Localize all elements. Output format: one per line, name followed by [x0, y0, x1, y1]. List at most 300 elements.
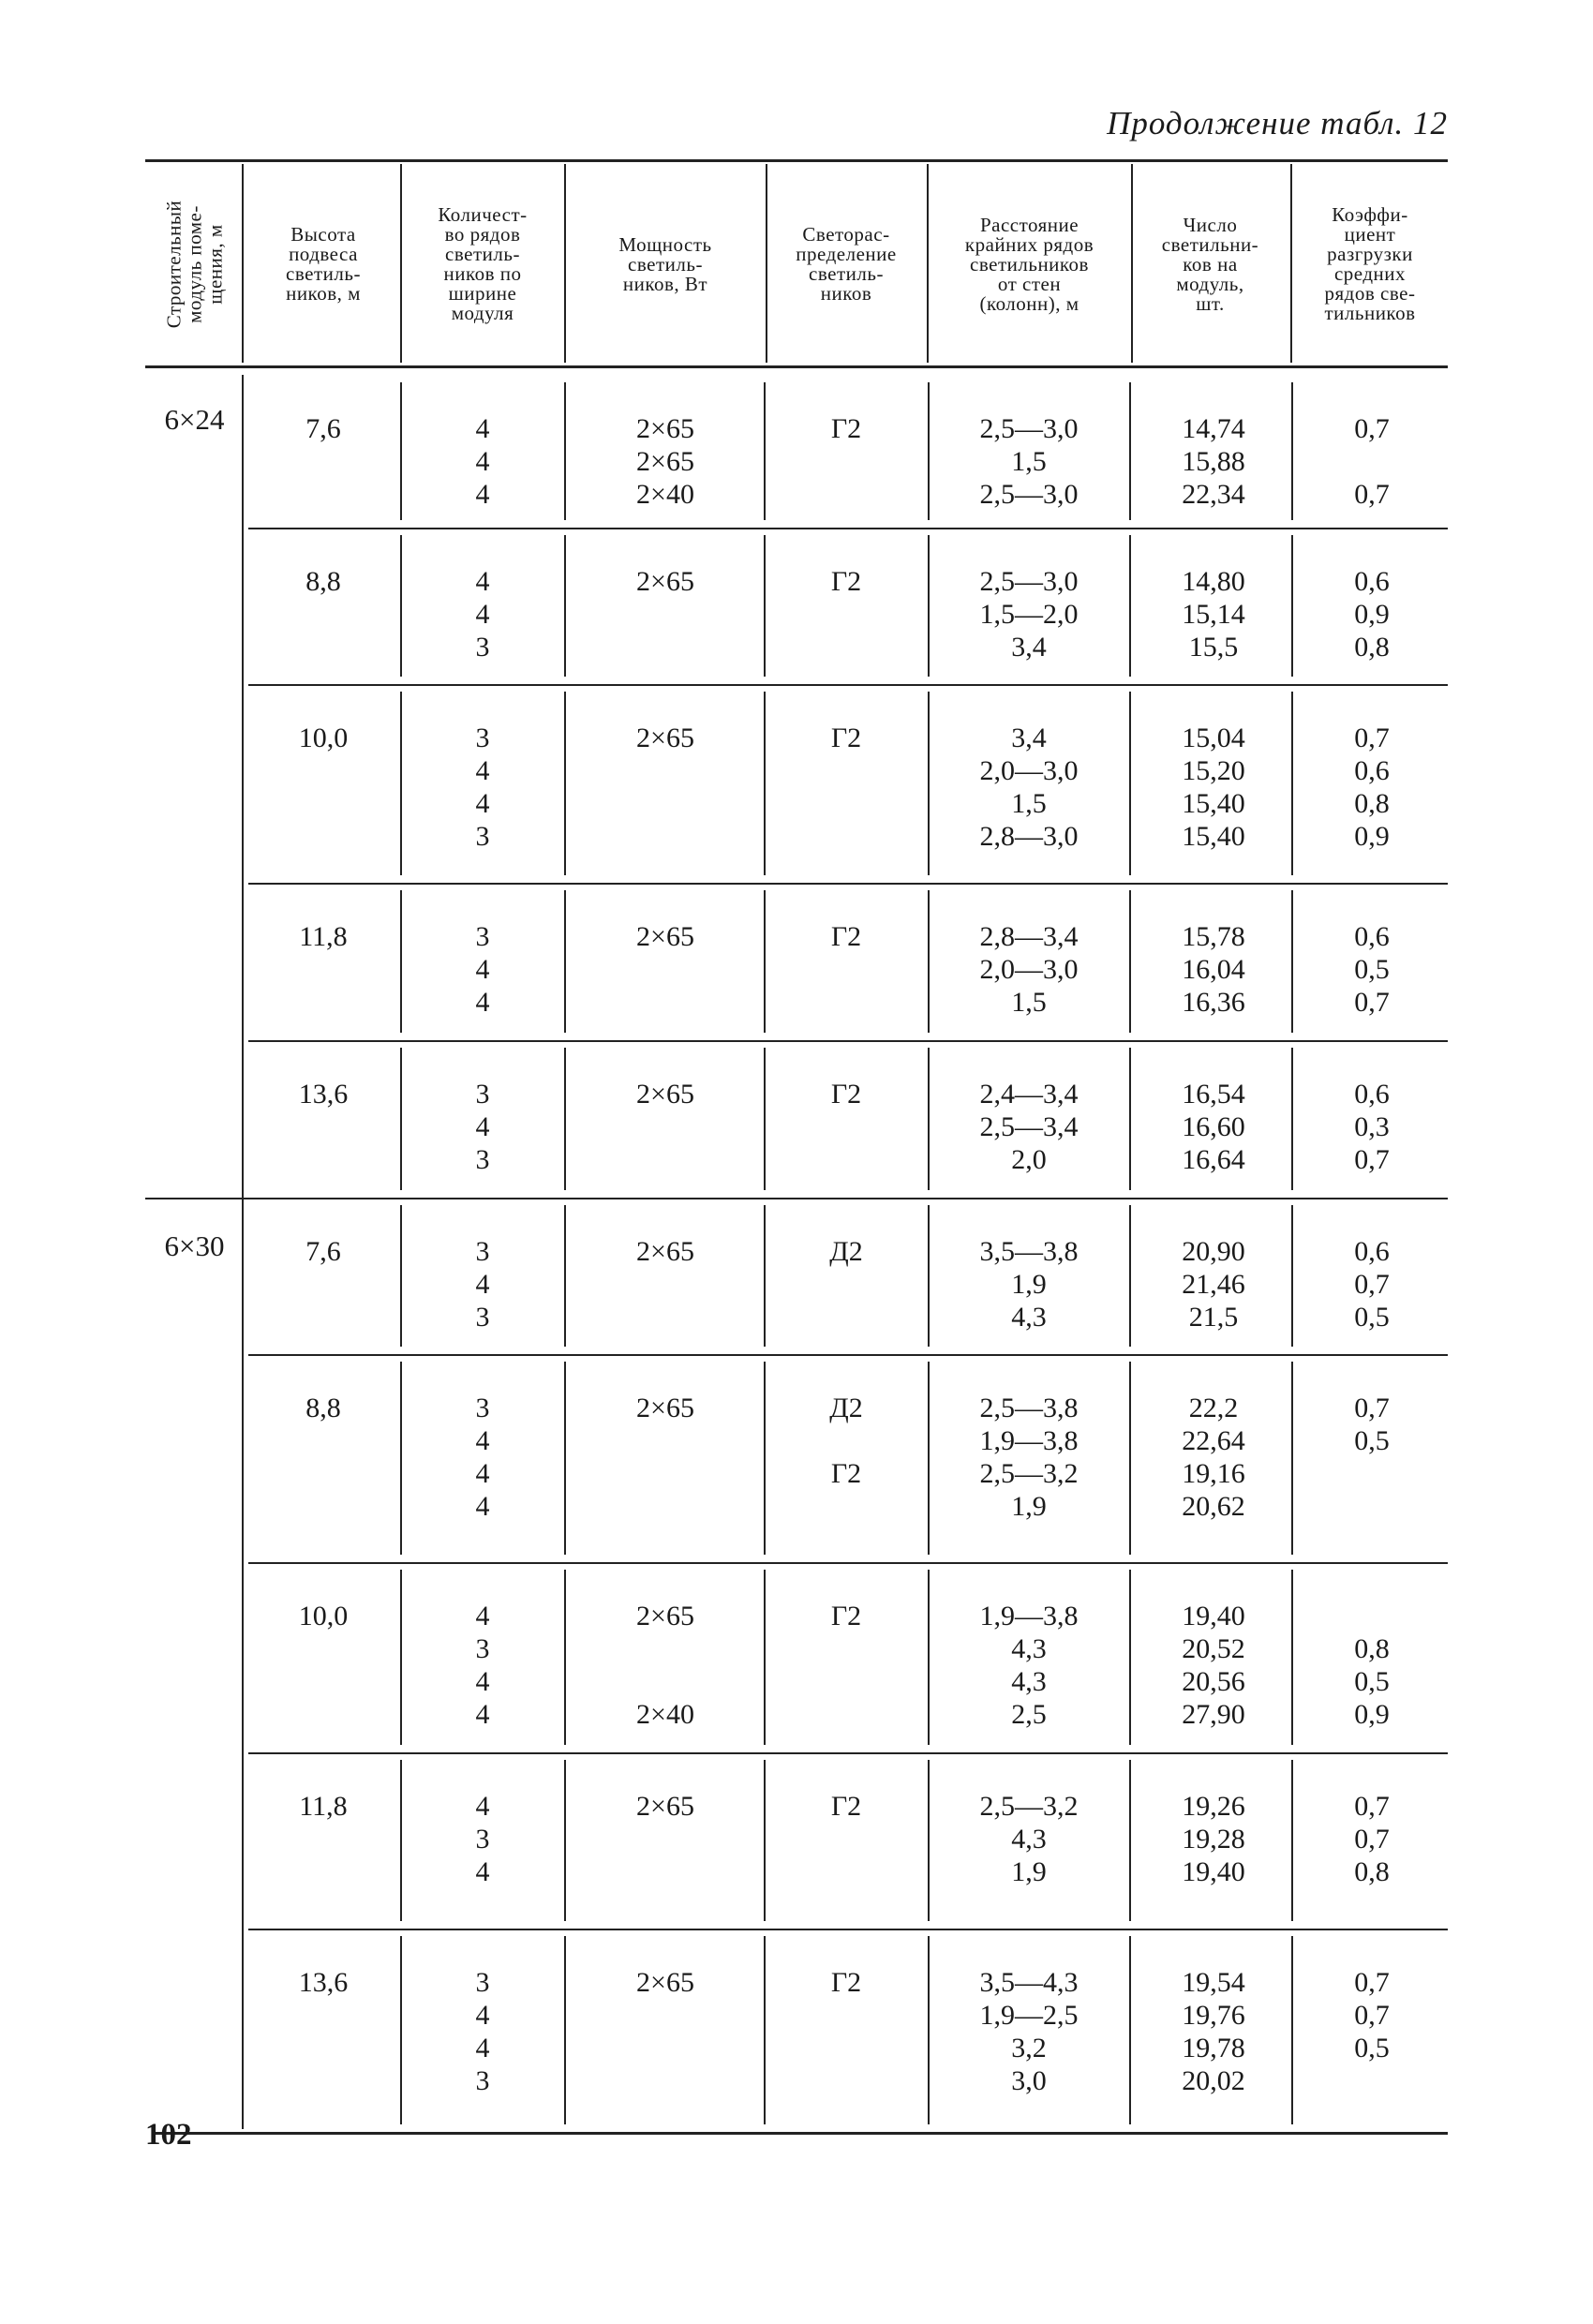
- cell-power: [567, 412, 764, 511]
- cell-value: 3,5—4,3: [979, 1967, 1079, 1998]
- table-group: [248, 883, 1448, 1040]
- cell-value: 27,90: [1182, 1699, 1245, 1730]
- column-divider: [928, 1048, 930, 1190]
- cell-value: [767, 1490, 926, 1523]
- cell-value: 4,3: [1011, 1302, 1047, 1333]
- cell-value: [567, 1665, 764, 1698]
- cell-height: [248, 1790, 398, 1823]
- cell-value: 1,9—3,8: [979, 1601, 1079, 1631]
- cell-value: 0,7: [1354, 1144, 1390, 1175]
- cell-count: [1134, 412, 1293, 511]
- group-rule: [248, 1040, 1448, 1042]
- cell-value: 2×40: [636, 479, 694, 510]
- cell-value: 0,7: [1354, 413, 1390, 444]
- column-divider: [928, 890, 930, 1033]
- cell-value: [567, 953, 764, 986]
- cell-value: 3: [475, 1079, 490, 1110]
- group-rule: [145, 1198, 1448, 1199]
- cell-count: [1134, 1966, 1293, 2097]
- cell-value: 1,9: [1011, 1491, 1047, 1522]
- header-distance: Расстояние крайних рядов светильников от стен (колонн), м: [964, 213, 1094, 315]
- cell-value: [567, 2032, 764, 2064]
- cell-power: [567, 565, 764, 663]
- cell-value: Д2: [829, 1393, 863, 1423]
- cell-value: 4: [475, 954, 490, 985]
- cell-dist: [767, 565, 926, 663]
- cell-value: 19,16: [1182, 1458, 1245, 1489]
- cell-value: 15,14: [1182, 599, 1245, 630]
- cell-coef: [1296, 1078, 1448, 1176]
- column-divider: [928, 1570, 930, 1745]
- cell-value: 20,52: [1182, 1633, 1245, 1664]
- header-divider: [242, 164, 244, 363]
- cell-value: [567, 1424, 764, 1457]
- cell-value: 15,20: [1182, 755, 1245, 786]
- cell-count: [1134, 1235, 1293, 1333]
- header-module: Строительный модуль поме- щения, м: [162, 200, 227, 329]
- cell-coef: [1296, 565, 1448, 663]
- cell-value: 3: [475, 1967, 490, 1998]
- cell-value: [567, 631, 764, 663]
- cell-value: Г2: [830, 1458, 862, 1489]
- cell-value: [767, 1301, 926, 1333]
- cell-value: 0,5: [1354, 1666, 1390, 1697]
- cell-value: [767, 1999, 926, 2032]
- cell-rows: [403, 1235, 562, 1333]
- cell-rows: [403, 1600, 562, 1731]
- cell-value: 0,9: [1354, 821, 1390, 852]
- cell-value: 4: [475, 1269, 490, 1300]
- cell-value: 4: [475, 2033, 490, 2063]
- column-divider: [564, 1362, 566, 1555]
- column-divider: [928, 382, 930, 520]
- cell-value: 2×65: [636, 413, 694, 444]
- column-divider: [564, 692, 566, 875]
- cell-value: 1,5: [1011, 788, 1047, 819]
- cell-value: [567, 2064, 764, 2097]
- cell-value: [767, 631, 926, 663]
- column-divider: [764, 1048, 766, 1190]
- cell-value: [767, 598, 926, 631]
- cell-rows: [403, 1966, 562, 2097]
- cell-value: 19,54: [1182, 1967, 1245, 1998]
- cell-value: 2×65: [636, 1967, 694, 1998]
- cell-count: [1134, 1078, 1293, 1176]
- cell-value: Г2: [830, 1791, 862, 1822]
- cell-value: 2,5—3,0: [979, 479, 1079, 510]
- cell-distance: [930, 1790, 1127, 1888]
- column-divider: [928, 1362, 930, 1555]
- cell-value: 4: [475, 1425, 490, 1456]
- column-divider: [400, 1570, 402, 1745]
- cell-value: Г2: [830, 413, 862, 444]
- header-count: Число светильни- ков на модуль, шт.: [1161, 213, 1259, 315]
- cell-value: [567, 1110, 764, 1143]
- cell-value: 3: [475, 1633, 490, 1664]
- group-rule: [248, 1354, 1448, 1356]
- column-divider: [764, 692, 766, 875]
- header-distribution: Светорас- пределение светиль- ников: [796, 223, 897, 305]
- cell-value: 4: [475, 987, 490, 1018]
- top-rule: [145, 159, 1448, 162]
- cell-value: 4: [475, 479, 490, 510]
- cell-value: 0,7: [1354, 1269, 1390, 1300]
- cell-value: 4: [475, 446, 490, 477]
- cell-value: [567, 1143, 764, 1176]
- table-group: [248, 1198, 1448, 1354]
- cell-dist: [767, 412, 926, 511]
- cell-value: 2,5—3,0: [979, 413, 1079, 444]
- cell-coef: [1296, 412, 1448, 511]
- cell-value: 3: [475, 921, 490, 952]
- cell-coef: [1296, 1235, 1448, 1333]
- table-group: [248, 1040, 1448, 1198]
- cell-value: 3,4: [1011, 632, 1047, 663]
- cell-value: 4: [475, 1111, 490, 1142]
- cell-value: [767, 1665, 926, 1698]
- cell-value: [767, 445, 926, 478]
- cell-value: 4,3: [1011, 1666, 1047, 1697]
- cell-value: 2,0—3,0: [979, 954, 1079, 985]
- cell-coef: [1296, 722, 1448, 853]
- cell-rows: [403, 722, 562, 853]
- cell-value: [767, 1698, 926, 1731]
- column-divider: [400, 890, 402, 1033]
- cell-height: [248, 722, 398, 754]
- cell-value: 0,8: [1354, 1856, 1390, 1887]
- cell-value: 3: [475, 1302, 490, 1333]
- cell-distance: [930, 1392, 1127, 1523]
- cell-value: 19,76: [1182, 2000, 1245, 2031]
- cell-distance: [930, 722, 1127, 853]
- cell-value: 16,36: [1182, 987, 1245, 1018]
- column-divider: [400, 1936, 402, 2124]
- cell-value: 0,6: [1354, 921, 1390, 952]
- cell-value: 3: [475, 2065, 490, 2096]
- cell-value: [567, 820, 764, 853]
- cell-value: 3: [475, 821, 490, 852]
- module-6x24: 6×24: [164, 403, 225, 436]
- cell-coef: [1296, 1966, 1448, 2097]
- cell-value: [767, 754, 926, 787]
- cell-value: 0,9: [1354, 1699, 1390, 1730]
- cell-value: 2×65: [636, 1601, 694, 1631]
- cell-value: [767, 986, 926, 1019]
- cell-coef: [1296, 1392, 1448, 1523]
- table-group: [248, 684, 1448, 883]
- cell-value: 3: [475, 632, 490, 663]
- cell-power: [567, 1392, 764, 1523]
- table-group: [248, 1354, 1448, 1562]
- cell-value: 3: [475, 723, 490, 753]
- group-rule: [248, 1562, 1448, 1564]
- cell-value: 22,64: [1182, 1425, 1245, 1456]
- module-6x30: 6×30: [164, 1229, 225, 1262]
- column-divider: [564, 1570, 566, 1745]
- cell-value: 1,5: [1011, 446, 1047, 477]
- cell-height: [248, 1235, 398, 1268]
- column-divider: [400, 692, 402, 875]
- cell-height: [248, 1392, 398, 1424]
- cell-value: 15,88: [1182, 446, 1245, 477]
- cell-value: [767, 787, 926, 820]
- cell-value: [567, 1823, 764, 1855]
- cell-value: [567, 1632, 764, 1665]
- cell-value: 0,7: [1354, 1393, 1390, 1423]
- cell-value: 2,5—3,2: [979, 1458, 1079, 1489]
- cell-value: 0,6: [1354, 566, 1390, 597]
- cell-value: 4: [475, 413, 490, 444]
- column-divider: [400, 535, 402, 677]
- cell-distance: [930, 920, 1127, 1019]
- cell-value: 22,34: [1182, 479, 1245, 510]
- cell-value: Г2: [830, 1967, 862, 1998]
- cell-value: Г2: [830, 723, 862, 753]
- cell-value: 19,26: [1182, 1791, 1245, 1822]
- cell-value: 2×65: [636, 1393, 694, 1423]
- cell-count: [1134, 1790, 1293, 1888]
- cell-value: 1,5: [1011, 987, 1047, 1018]
- cell-value: 0,7: [1354, 1967, 1390, 1998]
- cell-value: 3,2: [1011, 2033, 1047, 2063]
- column-divider: [564, 535, 566, 677]
- column-divider: [764, 1570, 766, 1745]
- cell-value: 2×65: [636, 921, 694, 952]
- group-rule: [248, 528, 1448, 529]
- column-divider: [1129, 535, 1131, 677]
- cell-value: 2,5—3,0: [979, 566, 1079, 597]
- cell-value: 2,5—3,8: [979, 1393, 1079, 1423]
- cell-value: 19,28: [1182, 1824, 1245, 1855]
- cell-value: 15,78: [1182, 921, 1245, 952]
- cell-dist: [767, 1600, 926, 1731]
- cell-value: 4: [475, 1601, 490, 1631]
- cell-power: [567, 1790, 764, 1888]
- cell-value: [567, 1855, 764, 1888]
- cell-value: 15,5: [1188, 632, 1239, 663]
- cell-value: 10,0: [298, 723, 349, 753]
- cell-value: Г2: [830, 1079, 862, 1110]
- column-divider: [764, 890, 766, 1033]
- cell-value: [767, 1855, 926, 1888]
- cell-value: 4: [475, 599, 490, 630]
- group-rule: [248, 684, 1448, 686]
- column-divider: [764, 1362, 766, 1555]
- cell-power: [567, 722, 764, 853]
- cell-value: 2×40: [636, 1699, 694, 1730]
- cell-value: 0,8: [1354, 1633, 1390, 1664]
- cell-value: 19,40: [1182, 1601, 1245, 1631]
- column-divider: [564, 1205, 566, 1347]
- cell-coef: [1296, 1600, 1448, 1731]
- cell-value: 2,0: [1011, 1144, 1047, 1175]
- cell-value: Г2: [830, 1601, 862, 1631]
- cell-value: 0,7: [1354, 987, 1390, 1018]
- cell-dist: [767, 920, 926, 1019]
- cell-value: 3: [475, 1824, 490, 1855]
- cell-value: Г2: [830, 566, 862, 597]
- table-group: [248, 1752, 1448, 1929]
- cell-value: 4: [475, 2000, 490, 2031]
- cell-value: 2,0—3,0: [979, 755, 1079, 786]
- column-divider: [564, 382, 566, 520]
- cell-value: 0,7: [1354, 1791, 1390, 1822]
- cell-rows: [403, 1392, 562, 1523]
- cell-value: 7,6: [305, 413, 341, 444]
- cell-value: 16,54: [1182, 1079, 1245, 1110]
- cell-value: 0,5: [1354, 2033, 1390, 2063]
- header-divider: [400, 164, 402, 363]
- cell-value: 8,8: [305, 1393, 341, 1423]
- cell-rows: [403, 1790, 562, 1888]
- column-divider: [564, 1760, 566, 1921]
- cell-value: 2,8—3,4: [979, 921, 1079, 952]
- cell-rows: [403, 565, 562, 663]
- cell-height: [248, 412, 398, 445]
- cell-value: [1296, 1600, 1448, 1632]
- column-divider: [764, 535, 766, 677]
- cell-value: 2,5—3,2: [979, 1791, 1079, 1822]
- cell-value: 4: [475, 1491, 490, 1522]
- cell-value: 2×65: [636, 1791, 694, 1822]
- cell-count: [1134, 1392, 1293, 1523]
- table-caption: Продолжение табл. 12: [1107, 105, 1448, 142]
- cell-value: 20,02: [1182, 2065, 1245, 2096]
- cell-power: [567, 1078, 764, 1176]
- cell-height: [248, 1078, 398, 1110]
- cell-value: [567, 787, 764, 820]
- cell-value: 14,74: [1182, 413, 1245, 444]
- cell-value: [767, 820, 926, 853]
- cell-value: 3: [475, 1144, 490, 1175]
- cell-value: 21,46: [1182, 1269, 1245, 1300]
- cell-height: [248, 1600, 398, 1632]
- table-group: [248, 1562, 1448, 1752]
- cell-value: 0,7: [1354, 479, 1390, 510]
- cell-value: 1,9: [1011, 1856, 1047, 1887]
- cell-value: 0,5: [1354, 954, 1390, 985]
- cell-value: 16,04: [1182, 954, 1245, 985]
- column-divider: [1129, 692, 1131, 875]
- cell-distance: [930, 1235, 1127, 1333]
- cell-value: 13,6: [298, 1079, 349, 1110]
- cell-value: 3,5—3,8: [979, 1236, 1079, 1267]
- cell-value: 3: [475, 1393, 490, 1423]
- cell-coef: [1296, 1790, 1448, 1888]
- header-rows: Количест- во рядов светиль- ников по ширине модуля: [438, 203, 528, 324]
- cell-value: 4: [475, 1856, 490, 1887]
- cell-value: 11,8: [299, 921, 348, 952]
- cell-value: 0,8: [1354, 788, 1390, 819]
- header-coef: Коэффи- циент разгрузки средних рядов све- тильников: [1324, 203, 1416, 324]
- header-rule: [145, 365, 1448, 368]
- column-divider: [928, 1760, 930, 1921]
- cell-dist: [767, 1966, 926, 2097]
- cell-power: [567, 1966, 764, 2097]
- cell-value: 0,7: [1354, 723, 1390, 753]
- column-divider: [1129, 1570, 1131, 1745]
- cell-power: [567, 920, 764, 1019]
- cell-value: [767, 1143, 926, 1176]
- cell-value: [567, 1999, 764, 2032]
- cell-value: [767, 2032, 926, 2064]
- column-divider: [1129, 1936, 1131, 2124]
- cell-value: 19,40: [1182, 1856, 1245, 1887]
- column-divider: [400, 1362, 402, 1555]
- cell-distance: [930, 412, 1127, 511]
- cell-value: 7,6: [305, 1236, 341, 1267]
- cell-value: 4: [475, 1666, 490, 1697]
- page-number: 102: [145, 2118, 192, 2152]
- group-rule: [248, 1752, 1448, 1754]
- column-divider: [564, 890, 566, 1033]
- cell-value: [1296, 1490, 1448, 1523]
- header-height: Высота подвеса светиль- ников, м: [286, 223, 361, 305]
- cell-dist: [767, 1078, 926, 1176]
- column-divider: [1129, 1205, 1131, 1347]
- cell-value: [1296, 1457, 1448, 1490]
- cell-value: 4,3: [1011, 1824, 1047, 1855]
- cell-height: [248, 920, 398, 953]
- cell-value: 21,5: [1188, 1302, 1239, 1333]
- cell-value: 2×65: [636, 1079, 694, 1110]
- column-divider: [564, 1936, 566, 2124]
- cell-value: [767, 478, 926, 511]
- cell-value: 3,4: [1011, 723, 1047, 753]
- cell-power: [567, 1235, 764, 1333]
- cell-value: 2,4—3,4: [979, 1079, 1079, 1110]
- cell-value: [567, 1457, 764, 1490]
- column-divider: [928, 1936, 930, 2124]
- column-divider: [764, 1760, 766, 1921]
- cell-value: 0,6: [1354, 1079, 1390, 1110]
- cell-dist: [767, 722, 926, 853]
- cell-value: 4,3: [1011, 1633, 1047, 1664]
- cell-value: 11,8: [299, 1791, 348, 1822]
- cell-value: 1,9—3,8: [979, 1425, 1079, 1456]
- cell-value: 0,5: [1354, 1302, 1390, 1333]
- table-group: [248, 375, 1448, 528]
- column-divider: [1129, 1760, 1131, 1921]
- cell-value: [767, 1268, 926, 1301]
- cell-value: 2×65: [636, 446, 694, 477]
- cell-value: 22,2: [1188, 1393, 1239, 1423]
- header-divider: [564, 164, 566, 363]
- cell-value: 15,40: [1182, 788, 1245, 819]
- cell-value: 2,5—3,4: [979, 1111, 1079, 1142]
- cell-value: 10,0: [298, 1601, 349, 1631]
- bottom-rule: [155, 2132, 1448, 2135]
- cell-value: 2,5: [1011, 1699, 1047, 1730]
- module-column-divider: [242, 375, 244, 2129]
- cell-value: [767, 1110, 926, 1143]
- table-group: [248, 1929, 1448, 2132]
- cell-value: [567, 754, 764, 787]
- group-rule: [248, 883, 1448, 885]
- cell-value: [567, 1301, 764, 1333]
- cell-value: 0,7: [1354, 1824, 1390, 1855]
- column-divider: [928, 692, 930, 875]
- cell-value: [567, 1490, 764, 1523]
- cell-value: 0,6: [1354, 1236, 1390, 1267]
- cell-count: [1134, 565, 1293, 663]
- column-divider: [764, 382, 766, 520]
- cell-value: 1,9—2,5: [979, 2000, 1079, 2031]
- cell-value: [1296, 445, 1448, 478]
- column-divider: [928, 535, 930, 677]
- cell-value: 0,5: [1354, 1425, 1390, 1456]
- cell-coef: [1296, 920, 1448, 1019]
